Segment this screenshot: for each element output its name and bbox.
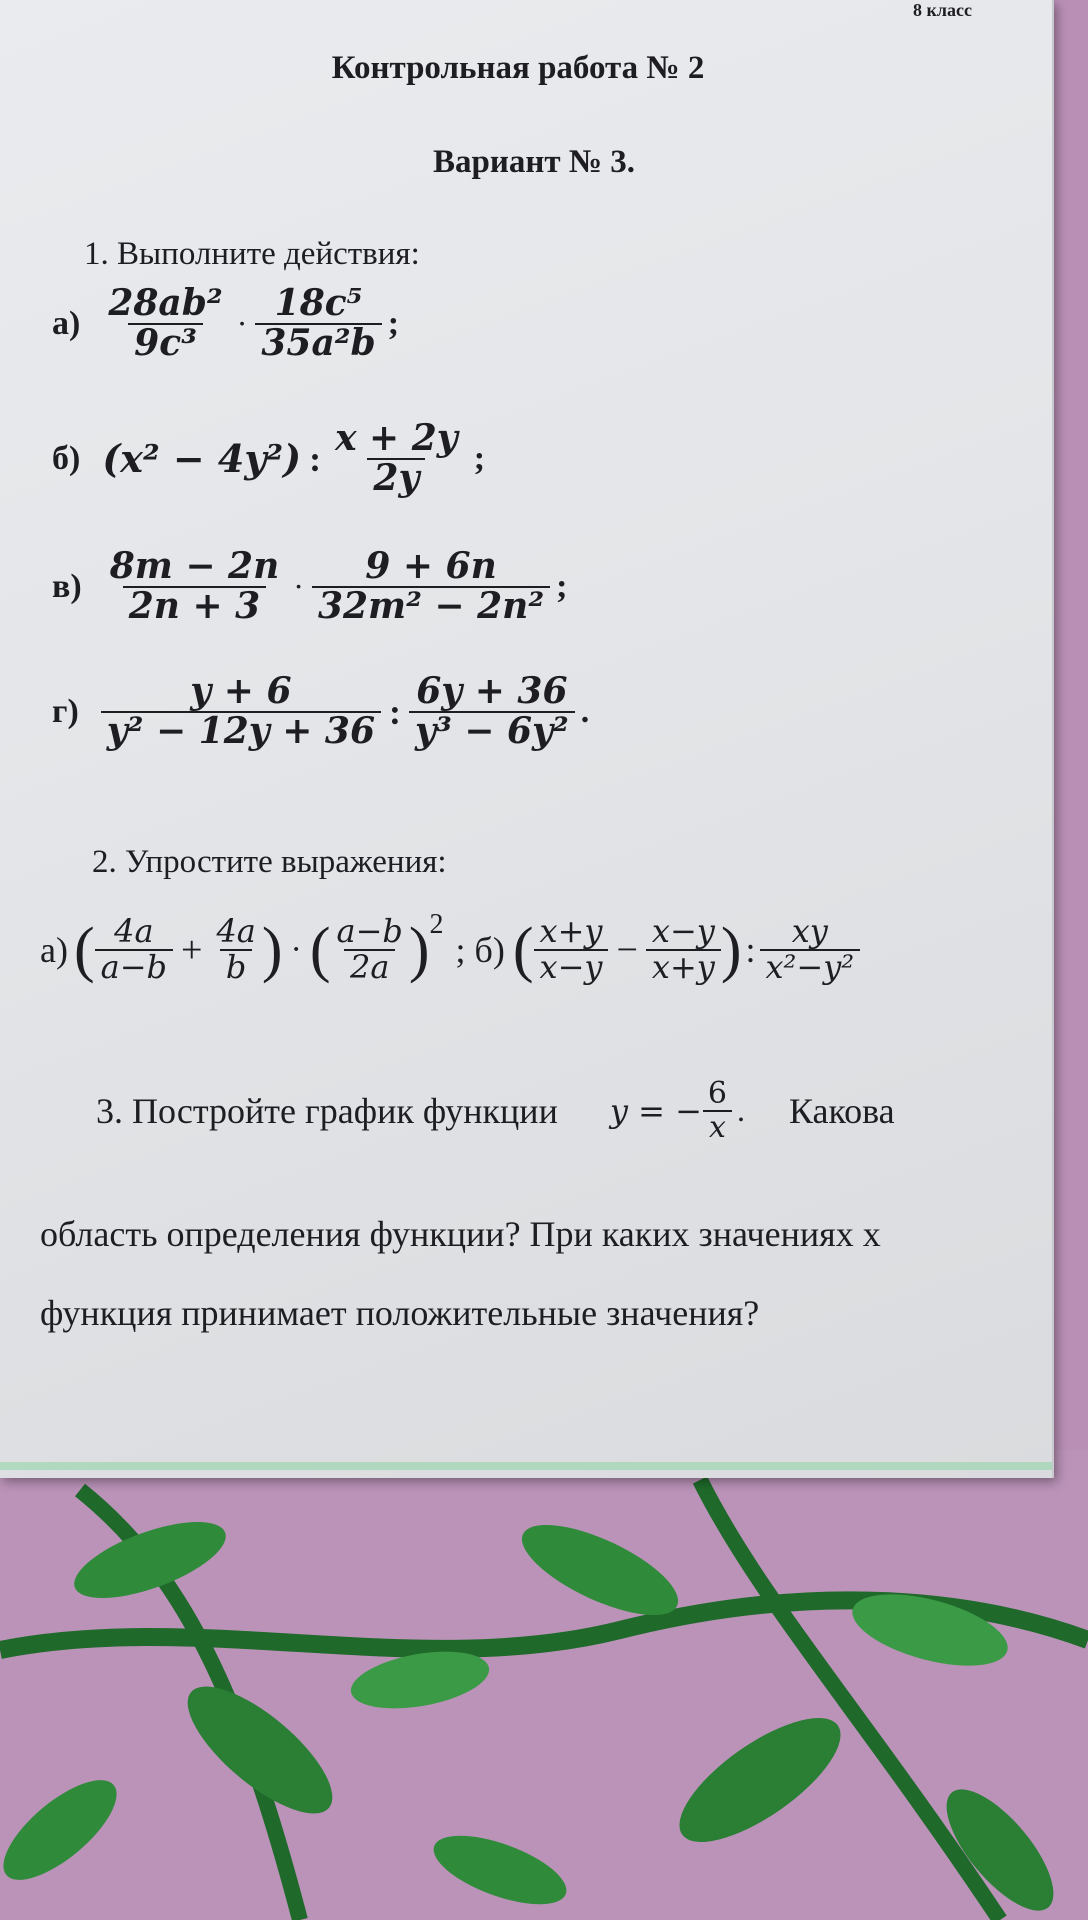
denominator: 9c³ [128,323,203,363]
fraction [409,670,575,752]
fraction [95,912,173,986]
fraction [312,545,550,627]
task1-item-g [52,670,590,752]
operator: : [309,438,322,479]
paper-edge [0,1462,1052,1470]
fraction [102,282,228,364]
numerator: xy [791,912,828,950]
operator: · [236,305,248,342]
numerator: 28ab² [108,282,223,324]
item-label: а) [52,304,81,342]
function-lhs: y = − [609,1091,702,1130]
task3-line3: функция принимает положительные значения? [40,1293,760,1333]
task1-item-a [52,282,400,364]
numerator: 4a [216,912,256,950]
numerator: x−y [651,912,715,950]
task1-item-b [52,417,486,499]
denominator: 2n + 3 [123,586,267,626]
denominator: 35a²b [255,323,381,363]
numerator: a−b [336,912,403,950]
denominator: 32m² − 2n² [312,586,550,626]
numerator: 18c⁵ [274,282,363,324]
denominator: 2a [344,949,395,985]
numerator: 6 [707,1076,727,1111]
task3-line1 [96,1078,895,1143]
fraction [104,545,286,627]
operator: : [389,691,402,732]
item-label: а) [40,929,68,970]
numerator: 4a [114,912,154,950]
numerator: y + 6 [190,670,292,712]
fraction [210,912,261,986]
terminator: ; [556,567,568,605]
fraction [329,417,464,499]
fraction [255,282,381,364]
separator: ; б) [455,929,505,970]
item-label: б) [52,439,81,477]
terminator: ; [387,304,400,342]
item-label: в) [52,567,82,605]
grade-label: 8 класс [913,0,972,20]
operator: · [290,930,302,968]
left-paren: ( [309,915,331,984]
fraction [760,912,861,986]
numerator: 9 + 6n [365,545,497,587]
fraction [534,912,609,986]
variant-title: Вариант № 3. [432,144,635,180]
task3-text: 3. Постройте график функции [96,1090,558,1131]
exponent: 2 [429,909,444,940]
operator: · [293,568,304,605]
operator: − [616,928,638,971]
denominator: 2y [367,458,425,498]
fraction [702,1078,733,1143]
terminator: . [580,692,590,730]
denominator: x [703,1110,732,1144]
task2-expression [40,909,860,986]
item-label: г) [52,692,79,730]
fraction [101,670,381,752]
denominator: x²−y² [760,949,861,985]
fraction [331,912,409,986]
denominator: y³ − 6y² [409,711,575,751]
denominator: y² − 12y + 36 [101,711,381,751]
task2-heading: 2. Упростите выражения: [92,844,447,880]
numerator: x + 2y [335,417,458,459]
left-paren: ( [512,915,534,984]
denominator: x+y [646,949,721,985]
right-paren: ) [408,915,430,984]
operator: + [181,928,203,971]
task1-heading: 1. Выполните действия: [84,236,420,272]
terminator: . [736,1092,745,1128]
operator: : [745,929,756,970]
numerator: 6y + 36 [416,670,568,712]
expression: (x² − 4y²) [102,436,302,482]
fabric-background [0,1450,1088,1920]
denominator: b [220,949,252,985]
page-title: Контрольная работа № 2 [331,50,705,86]
right-paren: ) [261,915,283,984]
task1-item-v [52,545,568,627]
numerator: x+y [539,912,603,950]
numerator: 8m − 2n [109,545,280,587]
denominator: x−y [534,949,609,985]
task3-line2: область определения функции? При каких значениях x [40,1214,881,1254]
fraction [646,912,721,986]
task3-text-end: Какова [788,1090,895,1131]
left-paren: ( [73,915,95,984]
denominator: a−b [95,949,173,985]
terminator: ; [473,439,486,477]
right-paren: ) [720,915,742,984]
